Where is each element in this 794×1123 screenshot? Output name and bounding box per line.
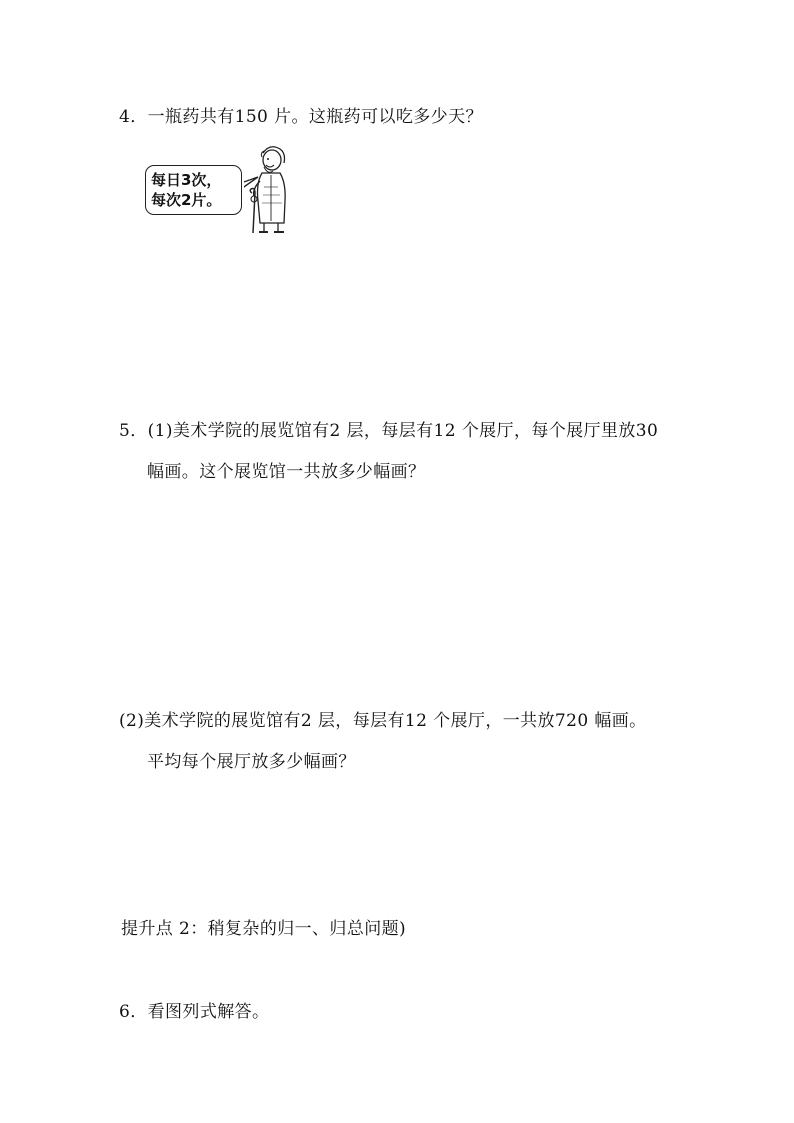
question-5-part-1-line-1: 5．(1)美术学院的展览馆有2 层，每层有12 个展厅，每个展厅里放30 xyxy=(119,421,659,441)
speech-bubble xyxy=(145,165,242,215)
question-5-part-2-line-1: (2)美术学院的展览馆有2 层，每层有12 个展厅，一共放720 幅画。 xyxy=(119,711,647,731)
question-5-part-1-line-2: 幅画。这个展览馆一共放多少幅画？ xyxy=(147,462,426,482)
question-4-text: 4．一瓶药共有150 片。这瓶药可以吃多少天？ xyxy=(119,107,483,127)
old-man-with-cane-icon xyxy=(244,143,296,237)
section-heading: 提升点 2：稍复杂的归一、归总问题) xyxy=(121,919,407,939)
question-4-illustration xyxy=(145,143,295,237)
question-5-part-2-line-2: 平均每个展厅放多少幅画？ xyxy=(147,752,356,772)
speech-bubble-line-2: 每次2片。 xyxy=(151,191,222,209)
question-6-text: 6．看图列式解答。 xyxy=(119,1002,270,1022)
speech-bubble-line-1: 每日3次， xyxy=(151,171,222,189)
